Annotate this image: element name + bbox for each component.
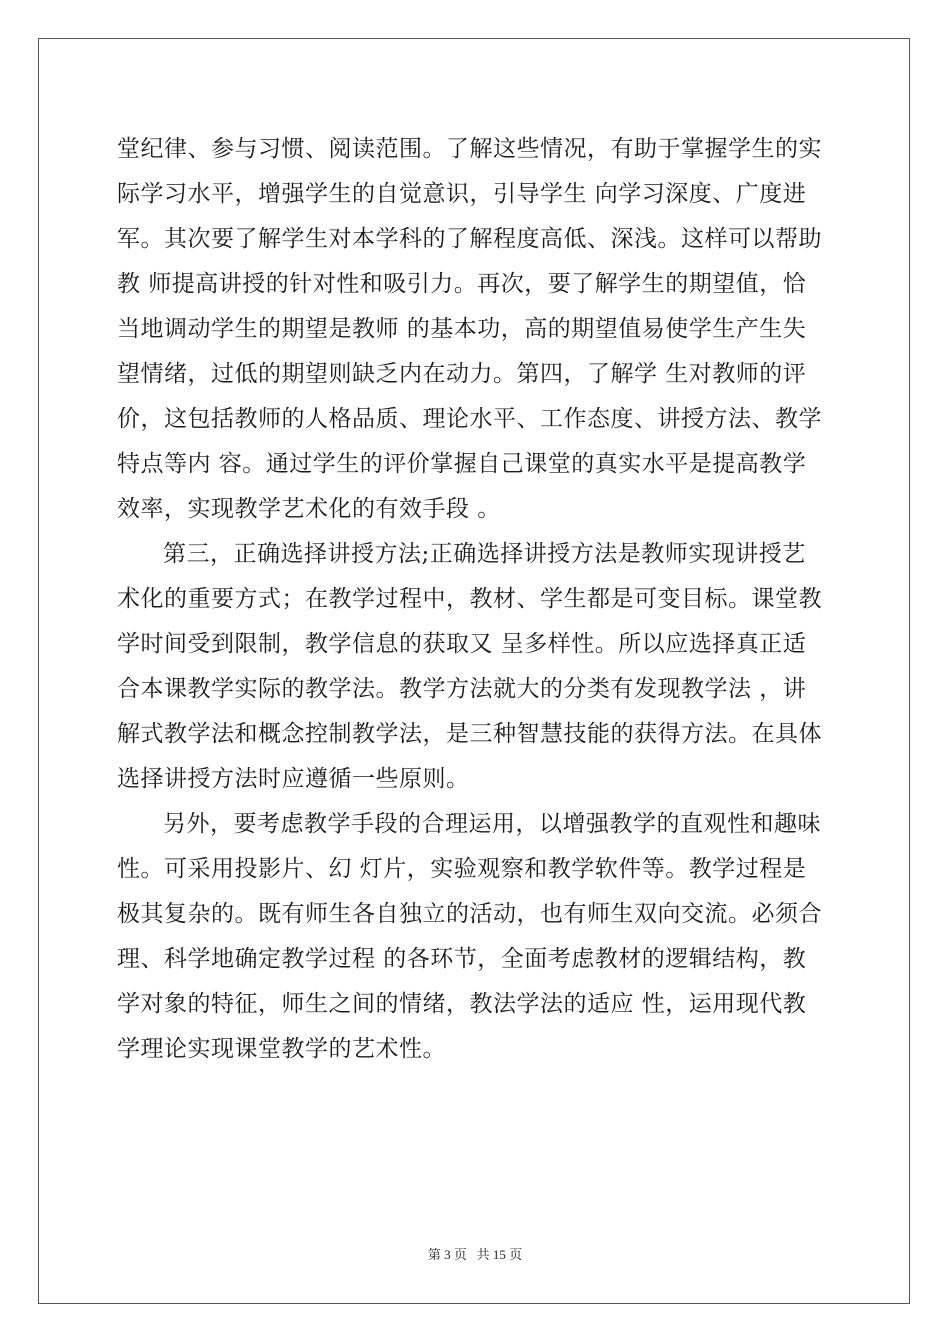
text-line: 学时间受到限制，教学信息的获取又 呈多样性。所以应选择真正适 bbox=[117, 631, 807, 657]
text-line: 军。其次要了解学生对本学科的了解程度高低、深浅。这样可以帮助 bbox=[117, 226, 822, 252]
text-line: 极其复杂的。既有师生各自独立的活动，也有师生双向交流。必须合 bbox=[117, 901, 822, 927]
text-line: 学对象的特征，师生之间的情绪，教法学法的适应 性，运用现代教 bbox=[117, 991, 807, 1017]
text-line: 价，这包括教师的人格品质、理论水平、工作态度、讲授方法、教学 bbox=[117, 406, 822, 432]
page-number-footer: 第 3 页 共 15 页 bbox=[427, 1247, 523, 1262]
text-line: 特点等内 容。通过学生的评价掌握自己课堂的真实水平是提高教学 bbox=[117, 451, 807, 477]
paragraph-2 bbox=[117, 532, 833, 802]
text-line: 效率，实现教学艺术化的有效手段 。 bbox=[117, 496, 501, 522]
text-line: 解式教学法和概念控制教学法，是三种智慧技能的获得方法。在具体 bbox=[117, 721, 822, 747]
text-line: 学理论实现课堂教学的艺术性。 bbox=[117, 1036, 446, 1062]
paragraph-3 bbox=[117, 802, 833, 1072]
paragraph-1 bbox=[117, 127, 833, 532]
text-line: 性。可采用投影片、幻 灯片，实验观察和教学软件等。教学过程是 bbox=[117, 856, 807, 882]
text-line: 术化的重要方式；在教学过程中，教材、学生都是可变目标。课堂教 bbox=[117, 586, 822, 612]
text-line: 当地调动学生的期望是教师 的基本功，高的期望值易使学生产生失 bbox=[117, 316, 807, 342]
text-line: 理、科学地确定教学过程 的各环节，全面考虑教材的逻辑结构，教 bbox=[117, 946, 807, 972]
document-body bbox=[117, 127, 833, 1072]
text-line: 堂纪律、参与习惯、阅读范围。了解这些情况，有助于掌握学生的实 bbox=[117, 136, 822, 162]
text-line: 选择讲授方法时应遵循一些原则。 bbox=[117, 766, 470, 792]
text-line: 第三，正确选择讲授方法;正确选择讲授方法是教师实现讲授艺 bbox=[163, 541, 806, 567]
text-line: 另外，要考虑教学手段的合理运用，以增强教学的直观性和趣味 bbox=[163, 811, 821, 837]
text-line: 教 师提高讲授的针对性和吸引力。再次，要了解学生的期望值，恰 bbox=[117, 271, 807, 297]
text-line: 合本课教学实际的教学法。教学方法就大的分类有发现教学法 ，讲 bbox=[117, 676, 807, 702]
text-line: 际学习水平，增强学生的自觉意识，引导学生 向学习深度、广度进 bbox=[117, 181, 807, 207]
text-line: 望情绪，过低的期望则缺乏内在动力。第四，了解学 生对教师的评 bbox=[117, 361, 807, 387]
